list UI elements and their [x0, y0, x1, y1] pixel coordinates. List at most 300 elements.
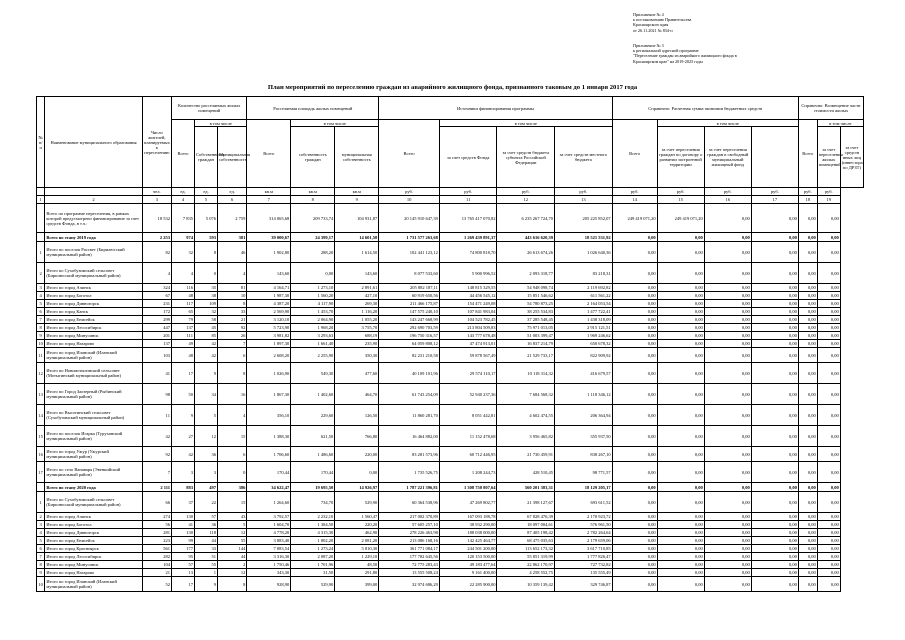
table-row — [37, 513, 864, 521]
value-cell: 0,00 — [751, 233, 798, 242]
value-cell: 0,00 — [657, 242, 704, 263]
value-cell: 147 575 240,10 — [379, 308, 440, 316]
municipality-name: Всего по этапу 2019 года — [45, 233, 142, 242]
value-cell: 32 — [172, 242, 195, 263]
value-cell: 12 — [195, 426, 218, 447]
value-cell: 8 051 442,81 — [439, 405, 497, 426]
value-cell: 274 — [142, 513, 171, 521]
value-cell: 0,00 — [817, 204, 840, 233]
value-cell: 0,00 — [751, 242, 798, 263]
value-cell: 0,00 — [704, 569, 751, 577]
value-cell: 529,90 — [335, 492, 379, 513]
value-cell: 0,00 — [657, 577, 704, 592]
table-row — [37, 462, 864, 483]
value-cell: 38 932 290,00 — [439, 521, 497, 529]
value-cell: 0,00 — [291, 263, 335, 284]
value-cell: 10 118 314,32 — [497, 363, 555, 384]
value-cell: 117 — [172, 300, 195, 308]
value-cell: 144 — [218, 545, 247, 553]
value-cell: 1 026 640,36 — [555, 242, 613, 263]
value-cell: 143 247 668,99 — [379, 316, 440, 324]
municipality-name: Итого по Сухобузимский сельсовет (Бирилюсский муниципальный район) — [45, 263, 142, 284]
value-cell: 82 — [142, 242, 171, 263]
value-cell: 0,00 — [798, 462, 817, 483]
value-cell: 72 775 283,43 — [379, 561, 440, 569]
value-cell: 355 937,50 — [555, 426, 613, 447]
municipality-name: Итого по город Боготол — [45, 521, 142, 529]
value-cell: 0,00 — [612, 561, 657, 569]
value-cell: 1 802,20 — [291, 537, 335, 545]
value-cell: 0,00 — [751, 492, 798, 513]
value-cell: 41 — [142, 363, 171, 384]
value-cell: 103 — [142, 348, 171, 363]
row-number: 15 — [37, 426, 45, 447]
value-cell: 201 — [142, 332, 171, 340]
value-cell: 244 501 200,00 — [439, 545, 497, 553]
value-cell: 2 164 053,54 — [555, 300, 613, 308]
value-cell: 177 — [172, 545, 195, 553]
value-cell: 3 792,57 — [247, 513, 291, 521]
value-cell: 1 264,60 — [247, 492, 291, 513]
row-number: 4 — [37, 292, 45, 300]
value-cell: 19 695,50 — [291, 483, 335, 492]
value-cell: 0,00 — [657, 553, 704, 561]
value-cell: 5 — [218, 521, 247, 529]
value-cell: 209 733,74 — [291, 204, 335, 233]
unit-cell: руб. — [817, 188, 840, 196]
value-cell: 11 860 281,70 — [379, 405, 440, 426]
value-cell: 104 — [142, 561, 171, 569]
value-cell: 0,00 — [704, 324, 751, 332]
value-cell: 5 076 — [195, 204, 218, 233]
value-cell: 0,00 — [612, 363, 657, 384]
value-cell: 0,00 — [657, 340, 704, 348]
value-cell: 1 777 826,47 — [555, 553, 613, 561]
value-cell: 477,60 — [335, 363, 379, 384]
value-cell: 0,00 — [798, 348, 817, 363]
value-cell: 211 466 175,87 — [379, 300, 440, 308]
value-cell: 47 269 802,77 — [439, 492, 497, 513]
value-cell: 5 723,90 — [247, 324, 291, 332]
value-cell: 3 — [172, 462, 195, 483]
value-cell: 42 — [195, 340, 218, 348]
value-cell: 0,00 — [657, 348, 704, 363]
value-cell: 8 — [195, 242, 218, 263]
value-cell: 1 701,96 — [291, 561, 335, 569]
value-cell: 1 750,46 — [247, 561, 291, 569]
value-cell: 0,00 — [817, 405, 840, 426]
value-cell: 16 464 882,00 — [379, 426, 440, 447]
row-number: 17 — [37, 462, 45, 483]
unit-cell — [45, 188, 142, 196]
value-cell: 126,50 — [335, 405, 379, 426]
value-cell: 24 399,17 — [291, 233, 335, 242]
value-cell: 0,00 — [612, 577, 657, 592]
value-cell: 60 919 650,56 — [379, 292, 440, 300]
value-cell: 6 — [218, 447, 247, 462]
value-cell: 0,00 — [817, 340, 840, 348]
value-cell: 0,00 — [612, 340, 657, 348]
value-cell: 0,00 — [751, 204, 798, 233]
value-cell: 734,70 — [291, 492, 335, 513]
municipality-name: Итого по Город Заозерный (Рыбинский муниципальный район) — [45, 384, 142, 405]
value-cell: 1 486,60 — [291, 447, 335, 462]
value-cell: 0,00 — [751, 340, 798, 348]
value-cell: 8 — [218, 363, 247, 384]
value-cell: 0,00 — [751, 483, 798, 492]
value-cell: 1 026,90 — [247, 363, 291, 384]
header-cost-1: за счет переселения жилых помещений — [817, 127, 840, 188]
value-cell: 83 281 573,96 — [379, 447, 440, 462]
stage-total-row — [37, 233, 864, 242]
row-number: 4 — [37, 529, 45, 537]
row-number: 3 — [37, 284, 45, 292]
value-cell: 21 — [142, 569, 171, 577]
value-cell: 0,00 — [612, 348, 657, 363]
value-cell: 0,00 — [798, 577, 817, 592]
row-number: 10 — [38, 341, 43, 346]
row-number: 3 — [37, 521, 45, 529]
value-cell: 26 613 674,26 — [497, 242, 555, 263]
value-cell: 65 — [172, 308, 195, 316]
table-row — [37, 340, 864, 348]
value-cell: 0,00 — [612, 316, 657, 324]
value-cell: 27 — [172, 426, 195, 447]
municipality-name: Итого по город Ачинск — [45, 284, 142, 292]
value-cell: 2 064,90 — [291, 316, 335, 324]
value-cell: 381 — [218, 233, 247, 242]
value-cell: 58 — [195, 316, 218, 324]
value-cell: 16 — [218, 384, 247, 405]
value-cell: 130 — [172, 529, 195, 537]
column-number-cell: 3 — [142, 196, 171, 204]
row-number: 16 — [37, 447, 45, 462]
value-cell: 3 956 465,82 — [497, 426, 555, 447]
value-cell: 0,00 — [751, 462, 798, 483]
value-cell: 18 097 004,61 — [497, 521, 555, 529]
value-cell: 8 — [218, 300, 247, 308]
value-cell: 44 — [195, 537, 218, 545]
approval-note-2 — [633, 43, 863, 64]
value-cell: 0,00 — [657, 545, 704, 553]
value-cell: 1 269 439 891,37 — [439, 233, 497, 242]
row-number: 9 — [37, 569, 45, 577]
value-cell: 137 — [172, 324, 195, 332]
value-cell: 4 602 474,55 — [497, 405, 555, 426]
value-cell: 0,00 — [817, 242, 840, 263]
header-residents: Число жителей, планируемых к переселению — [142, 97, 171, 188]
value-cell: 282 — [142, 553, 171, 561]
value-cell: 0,00 — [704, 553, 751, 561]
value-cell: 0,00 — [798, 308, 817, 316]
value-cell: 51 003 399,47 — [497, 332, 555, 340]
value-cell: 205 882 187,11 — [379, 284, 440, 292]
value-cell: 0,00 — [751, 324, 798, 332]
value-cell: 291,80 — [335, 569, 379, 577]
municipality-name: Итого по город Дивногорск — [45, 300, 142, 308]
value-cell: 0,00 — [657, 492, 704, 513]
column-number-cell: 4 — [172, 196, 195, 204]
value-cell: 46 — [218, 242, 247, 263]
value-cell: 5 900 996,52 — [439, 263, 497, 284]
value-cell: 0,00 — [657, 284, 704, 292]
value-cell: 0,00 — [612, 513, 657, 521]
value-cell: 4 — [172, 263, 195, 284]
value-cell: 1 706,60 — [247, 447, 291, 462]
value-cell: 2 179 659,06 — [555, 537, 613, 545]
value-cell: 0,00 — [657, 483, 704, 492]
row-number: 9 — [37, 332, 45, 340]
value-cell: 4 387,20 — [247, 300, 291, 308]
unit-cell: руб. — [379, 188, 440, 196]
approval-note-line: Приложение № 4 — [633, 12, 664, 17]
value-cell: 48 — [172, 292, 195, 300]
value-cell: 0,00 — [798, 483, 817, 492]
value-cell: 49 183 477,64 — [439, 561, 497, 569]
value-cell: 1 614,50 — [335, 242, 379, 263]
value-cell: 0,00 — [704, 340, 751, 348]
value-cell: 3 293,63 — [291, 332, 335, 340]
unit-cell: руб. — [798, 188, 817, 196]
value-cell: 0,00 — [817, 324, 840, 332]
value-cell: 22 — [195, 492, 218, 513]
value-cell: 52 940 237,36 — [439, 384, 497, 405]
column-number-cell: 16 — [704, 196, 751, 204]
value-cell: 9 — [172, 405, 195, 426]
value-cell: 2 782 264,64 — [555, 529, 613, 537]
value-cell: 621,50 — [291, 426, 335, 447]
value-cell: 33 — [218, 308, 247, 316]
value-cell: 0,00 — [704, 348, 751, 363]
value-cell: 9 — [195, 363, 218, 384]
value-cell: 0,00 — [817, 316, 840, 324]
value-cell: 1 969 246,62 — [555, 332, 613, 340]
row-number — [37, 233, 45, 242]
value-cell: 0,00 — [798, 545, 817, 553]
value-cell: 650 678,32 — [555, 340, 613, 348]
value-cell: 13 765 417 070,82 — [439, 204, 497, 233]
value-cell: 98 771,57 — [555, 462, 613, 483]
value-cell: 3 120,10 — [247, 316, 291, 324]
value-cell: 292 690 703,59 — [379, 324, 440, 332]
value-cell: 0,00 — [612, 426, 657, 447]
value-cell: 0,00 — [704, 521, 751, 529]
value-cell: 0,00 — [798, 513, 817, 521]
value-cell: 1 604,70 — [247, 521, 291, 529]
value-cell: 0,00 — [704, 300, 751, 308]
table-row — [37, 204, 864, 233]
value-cell: 0,00 — [657, 529, 704, 537]
value-cell: 0,00 — [817, 529, 840, 537]
value-cell: 143,60 — [247, 263, 291, 284]
value-cell: 5 — [195, 405, 218, 426]
value-cell: 0,00 — [751, 332, 798, 340]
value-cell: 0,00 — [704, 292, 751, 300]
value-cell: 0,00 — [817, 263, 840, 284]
value-cell: 20 145 910 647,39 — [379, 204, 440, 233]
value-cell: 177 782 645,56 — [379, 553, 440, 561]
value-cell: 32 974 686,29 — [379, 577, 440, 592]
value-cell: 0,00 — [657, 537, 704, 545]
value-cell: 7 — [218, 340, 247, 348]
value-cell: 0,00 — [751, 405, 798, 426]
value-cell: 0,00 — [612, 447, 657, 462]
value-cell: 249 419 071,20 — [612, 204, 657, 233]
value-cell: 0,00 — [798, 405, 817, 426]
value-cell: 2 — [218, 561, 247, 569]
value-cell: 0,00 — [798, 492, 817, 513]
value-cell: 38 — [195, 292, 218, 300]
value-cell: 0,00 — [817, 348, 840, 363]
value-cell: 4 — [218, 263, 247, 284]
value-cell: 44 456 545,12 — [439, 292, 497, 300]
value-cell: 0,00 — [798, 561, 817, 569]
header-area-total: Всего — [247, 120, 291, 188]
value-cell: 0,00 — [751, 569, 798, 577]
value-cell: 0,00 — [817, 537, 840, 545]
header-count-group: Количество расселяемых жилых помещений — [172, 97, 247, 120]
value-cell: 0,00 — [612, 332, 657, 340]
value-cell: 4 258 552,75 — [497, 569, 555, 577]
header-area-group: Расселяемая площадь жилых помещений — [247, 97, 379, 120]
value-cell: 15 851 546,62 — [497, 292, 555, 300]
value-cell: 15 — [218, 426, 247, 447]
value-cell: 87 405 198,42 — [497, 529, 555, 537]
unit-cell: руб. — [751, 188, 798, 196]
value-cell: 838 267,10 — [555, 447, 613, 462]
table-row — [37, 447, 864, 462]
column-number-cell: 1 — [37, 196, 45, 204]
value-cell: 883 — [172, 483, 195, 492]
value-cell: 60 364 538,96 — [379, 492, 440, 513]
value-cell: 0,00 — [612, 308, 657, 316]
value-cell: 0,00 — [612, 292, 657, 300]
value-cell: 1 735 526,75 — [379, 462, 440, 483]
value-cell: 1 560,47 — [335, 513, 379, 521]
value-cell: 6 235 267 724,70 — [497, 204, 555, 233]
value-cell: 3 316,30 — [247, 553, 291, 561]
value-cell: 0,00 — [817, 363, 840, 384]
value-cell: 2 093 318,77 — [497, 263, 555, 284]
municipality-name: Итого по город Енисейск — [45, 537, 142, 545]
header-econ-total: Всего — [612, 120, 657, 188]
row-number: 6 — [37, 545, 45, 553]
unit-cell — [37, 188, 45, 196]
value-cell: 0,00 — [612, 405, 657, 426]
value-cell: 2 111 — [142, 483, 171, 492]
value-cell: 111 — [172, 332, 195, 340]
value-cell: 0,00 — [612, 462, 657, 483]
value-cell: 172 — [142, 308, 171, 316]
value-cell: 1 229,10 — [335, 553, 379, 561]
value-cell: 143 777 678,48 — [439, 332, 497, 340]
value-cell: 57 — [172, 561, 195, 569]
header-cost-total: Всего — [798, 120, 817, 188]
value-cell: 0,00 — [612, 300, 657, 308]
value-cell: 1 — [195, 569, 218, 577]
value-cell: 0,00 — [704, 332, 751, 340]
row-number: 10 — [37, 577, 45, 592]
value-cell: 229,60 — [291, 405, 335, 426]
value-cell: 18 532 — [142, 204, 171, 233]
value-cell: 170,44 — [247, 462, 291, 483]
value-cell: 0,00 — [817, 284, 840, 292]
value-cell: 361 771 084,17 — [379, 545, 440, 553]
table-row — [37, 569, 864, 577]
value-cell: 196 750 316,57 — [379, 332, 440, 340]
header-econ-2: за счет переселения граждан в свободный муниципальный жилищный фонд — [704, 127, 751, 188]
header-fin-incl: в том числе — [439, 120, 612, 127]
approval-note-line: к постановлению Правительства — [633, 17, 692, 23]
value-cell: 3 883,40 — [247, 537, 291, 545]
value-cell: 0,00 — [751, 308, 798, 316]
value-cell: 68 475 035,63 — [497, 537, 555, 545]
value-cell: 0,00 — [612, 569, 657, 577]
value-cell: 0 — [218, 462, 247, 483]
value-cell: 0,00 — [657, 263, 704, 284]
value-cell: 47 474 913,01 — [439, 340, 497, 348]
value-cell: 99 — [172, 537, 195, 545]
value-cell: 74 800 818,70 — [439, 242, 497, 263]
value-cell: 83 218,31 — [555, 263, 613, 284]
value-cell: 974 — [172, 233, 195, 242]
value-cell: 0,00 — [704, 363, 751, 384]
value-cell: 0,00 — [657, 513, 704, 521]
value-cell: 0,00 — [817, 569, 840, 577]
value-cell: 55 851 319,99 — [497, 553, 555, 561]
value-cell: 0,00 — [798, 384, 817, 405]
value-cell: 8 077 533,60 — [379, 263, 440, 284]
value-cell: 79 — [172, 316, 195, 324]
value-cell: 0,00 — [612, 263, 657, 284]
value-cell: 0,00 — [657, 405, 704, 426]
value-cell: 217 002 370,89 — [379, 513, 440, 521]
value-cell: 6 — [218, 348, 247, 363]
row-number: 8 — [37, 324, 45, 332]
value-cell: 102 441 123,12 — [379, 242, 440, 263]
column-number-cell: 13 — [555, 196, 613, 204]
header-economy-group: Справочно: Расчетная сумма экономии бюджетных средств — [612, 97, 798, 120]
value-cell: 0,00 — [704, 513, 751, 521]
value-cell: 38 255 534,83 — [497, 308, 555, 316]
value-cell: 4 315,30 — [291, 529, 335, 537]
value-cell: 10 — [218, 292, 247, 300]
value-cell: 51 — [195, 553, 218, 561]
value-cell: 0,00 — [704, 529, 751, 537]
value-cell: 7 835 — [172, 204, 195, 233]
value-cell: 0,00 — [657, 569, 704, 577]
value-cell: 0,00 — [612, 492, 657, 513]
row-number — [37, 204, 45, 233]
value-cell: 95 — [172, 553, 195, 561]
value-cell: 1 273,24 — [291, 545, 335, 553]
value-cell: 56 — [142, 521, 171, 529]
value-cell: 37 — [172, 492, 195, 513]
value-cell: 0,00 — [704, 447, 751, 462]
value-cell: 0,00 — [817, 462, 840, 483]
value-cell: 447 — [142, 324, 171, 332]
value-cell: 0,00 — [798, 300, 817, 308]
value-cell: 0,00 — [798, 204, 817, 233]
value-cell: 3 617 710,85 — [555, 545, 613, 553]
value-cell: 7 684 568,32 — [497, 384, 555, 405]
value-cell: 0,00 — [798, 292, 817, 300]
value-cell: 42 — [142, 426, 171, 447]
value-cell: 1 055,20 — [335, 316, 379, 324]
value-cell: 0,00 — [751, 537, 798, 545]
value-cell: 1 388,30 — [247, 426, 291, 447]
stage-total-row — [37, 483, 864, 492]
